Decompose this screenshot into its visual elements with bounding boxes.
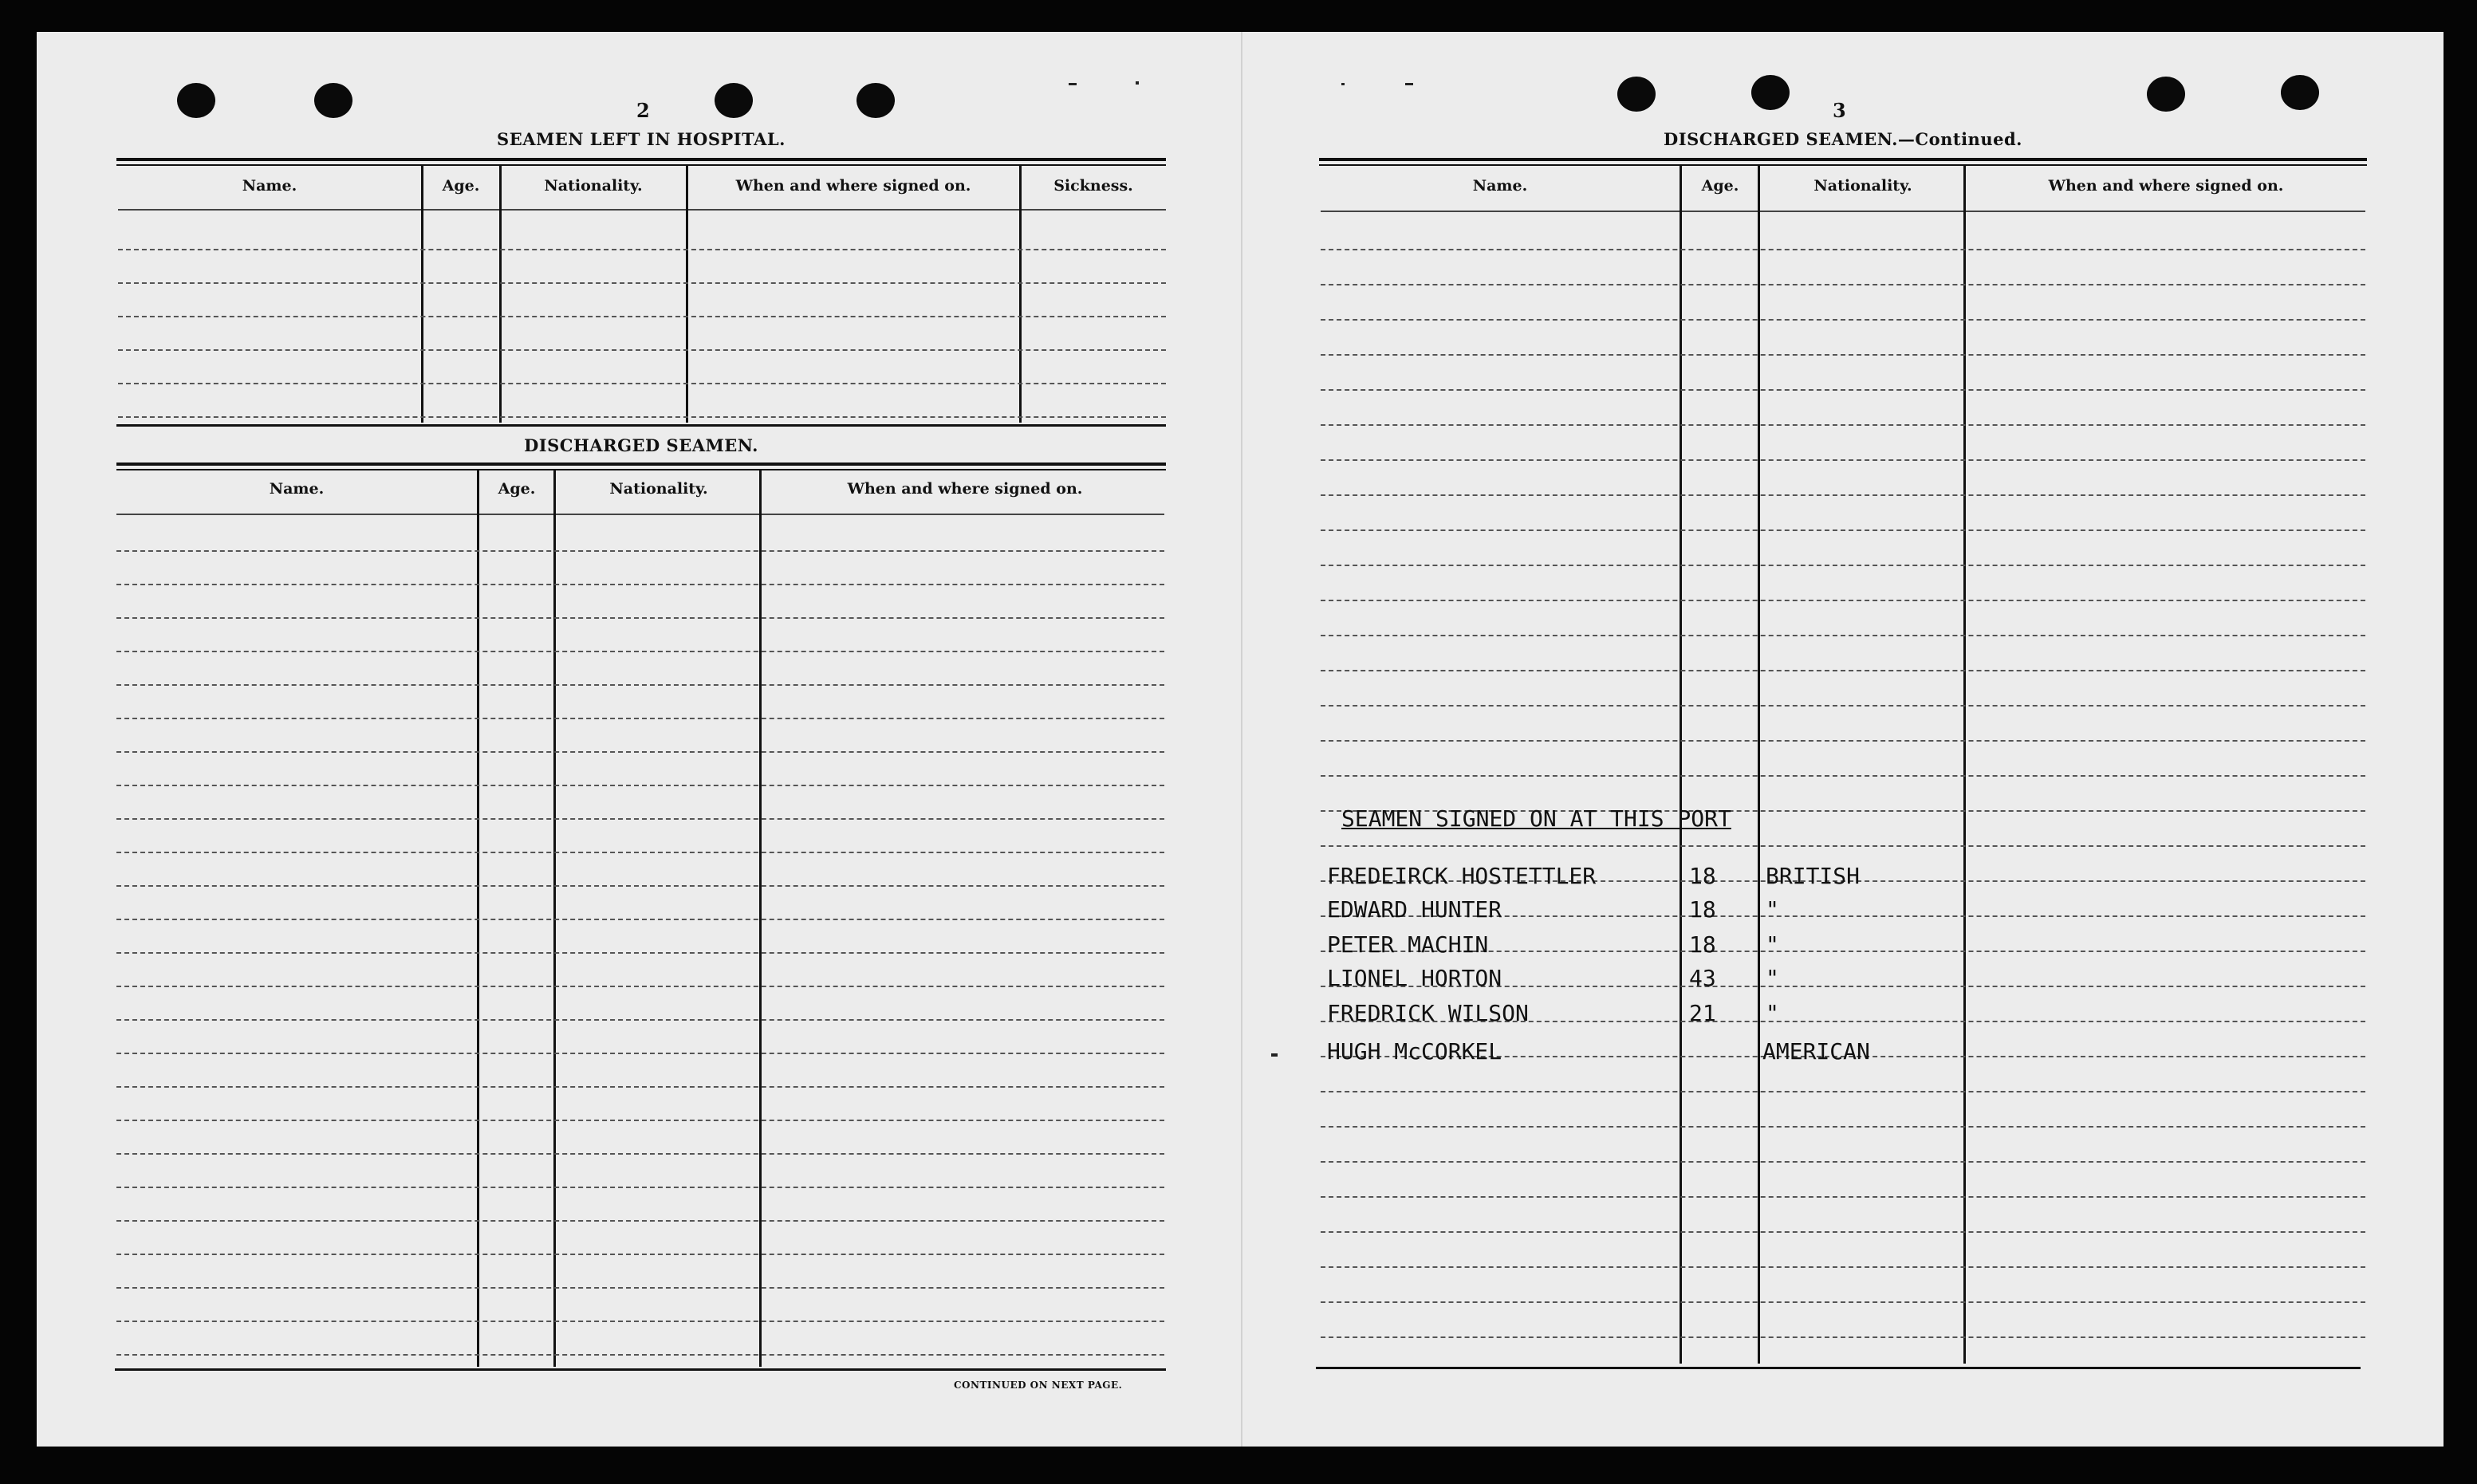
form-row <box>1321 600 2365 601</box>
form-row <box>1321 1301 2365 1303</box>
entry-name: PETER MACHIN <box>1327 931 1489 958</box>
form-row <box>116 617 1164 619</box>
form-row <box>116 1019 1164 1021</box>
form-row <box>116 919 1164 920</box>
entry-name: EDWARD HUNTER <box>1327 896 1502 923</box>
form-row <box>116 651 1164 652</box>
entry-age: 18 <box>1689 896 1716 923</box>
hospital-header-signed-on: When and where signed on. <box>735 177 971 195</box>
form-row <box>1321 1336 2365 1338</box>
discharged-header-nationality: Nationality. <box>1813 177 1912 195</box>
discharged-header-age: Age. <box>1701 177 1739 195</box>
punch-hole <box>2147 77 2185 112</box>
form-row <box>1321 459 2365 461</box>
form-row <box>116 584 1164 585</box>
entry-name: FREDEIRCK HOSTETTLER <box>1327 863 1597 889</box>
speck <box>1271 1053 1278 1057</box>
discharged-header-age: Age. <box>498 480 536 498</box>
form-row <box>118 349 1166 351</box>
speck <box>1405 83 1413 85</box>
hospital-section-title: SEAMEN LEFT IN HOSPITAL. <box>497 129 786 149</box>
punch-hole <box>1617 77 1656 112</box>
form-row <box>118 416 1166 418</box>
header-underline <box>118 209 1166 211</box>
speck <box>1341 83 1345 85</box>
discharged-section-title: DISCHARGED SEAMEN. <box>524 435 758 455</box>
discharged-continued-title: DISCHARGED SEAMEN.—Continued. <box>1664 129 2022 149</box>
title-rule <box>116 158 1166 161</box>
form-row <box>116 1187 1164 1188</box>
form-row <box>116 1354 1164 1356</box>
form-row <box>1321 1231 2365 1233</box>
form-row <box>1321 1126 2365 1128</box>
form-row <box>1321 494 2365 496</box>
form-row <box>116 751 1164 753</box>
form-row <box>1321 635 2365 636</box>
form-row <box>1321 670 2365 671</box>
form-row <box>116 885 1164 887</box>
form-row <box>1321 1196 2365 1198</box>
speck <box>1136 81 1139 85</box>
form-row <box>116 785 1164 786</box>
punch-hole <box>177 83 215 118</box>
entry-nationality: BRITISH <box>1766 863 1861 889</box>
entry-nationality: " <box>1766 896 1779 923</box>
punch-hole <box>715 83 753 118</box>
entry-age: 18 <box>1689 863 1716 889</box>
entry-age: 21 <box>1689 1000 1716 1026</box>
entry-age: 18 <box>1689 931 1716 958</box>
column-divider <box>1758 166 1760 1364</box>
entry-nationality: AMERICAN <box>1762 1038 1870 1065</box>
bottom-rule <box>115 1368 1166 1371</box>
form-row <box>116 718 1164 719</box>
discharged-header-name: Name. <box>1472 177 1528 195</box>
form-row <box>1321 389 2365 391</box>
entry-name: HUGH McCORKEL <box>1327 1038 1502 1065</box>
discharged-header-signed-on: When and where signed on. <box>2048 177 2284 195</box>
form-row <box>1321 740 2365 742</box>
hospital-header-age: Age. <box>442 177 480 195</box>
title-rule-thin <box>116 164 1166 166</box>
form-row <box>116 986 1164 987</box>
form-row <box>1321 284 2365 285</box>
page-fold <box>1241 32 1242 1447</box>
form-row <box>118 249 1166 250</box>
form-row <box>116 852 1164 853</box>
title-rule-thin <box>1319 164 2367 166</box>
discharged-header-nationality: Nationality. <box>609 480 708 498</box>
form-row <box>116 818 1164 820</box>
page-number: 3 <box>1833 99 1846 122</box>
speck <box>1069 83 1077 85</box>
bottom-rule <box>1316 1367 2361 1369</box>
form-row <box>1321 1091 2365 1092</box>
form-row <box>116 1287 1164 1289</box>
page-number: 2 <box>636 99 650 122</box>
form-row <box>1321 775 2365 777</box>
form-row <box>118 383 1166 384</box>
column-divider <box>1680 166 1682 1364</box>
form-row <box>118 316 1166 317</box>
form-row <box>1321 1161 2365 1163</box>
title-rule-thin <box>116 469 1166 470</box>
form-row <box>116 1120 1164 1121</box>
form-row <box>1321 529 2365 531</box>
entry-nationality: " <box>1766 1000 1779 1026</box>
form-row <box>1321 565 2365 566</box>
discharged-header-name: Name. <box>269 480 325 498</box>
form-row <box>116 684 1164 686</box>
form-row <box>118 282 1166 284</box>
section-rule <box>116 424 1166 427</box>
discharged-header-signed-on: When and where signed on. <box>847 480 1083 498</box>
entry-name: FREDRICK WILSON <box>1327 1000 1529 1026</box>
form-row <box>1321 249 2365 250</box>
header-underline <box>1321 211 2365 212</box>
punch-hole <box>314 83 352 118</box>
hospital-header-name: Name. <box>242 177 297 195</box>
form-row <box>116 1086 1164 1088</box>
continued-note: CONTINUED ON NEXT PAGE. <box>954 1380 1123 1391</box>
form-row <box>1321 319 2365 321</box>
entry-nationality: " <box>1766 931 1779 958</box>
typed-heading: SEAMEN SIGNED ON AT THIS PORT <box>1341 805 1731 832</box>
form-row <box>1321 354 2365 356</box>
form-row <box>116 1053 1164 1054</box>
form-row <box>116 550 1164 552</box>
punch-hole <box>1751 75 1790 110</box>
entry-name: LIONEL HORTON <box>1327 965 1502 991</box>
hospital-header-nationality: Nationality. <box>544 177 643 195</box>
column-divider <box>1963 166 1966 1364</box>
form-row <box>116 1254 1164 1255</box>
form-row <box>1321 845 2365 847</box>
form-row <box>116 952 1164 954</box>
header-underline <box>116 514 1164 515</box>
form-row <box>1321 424 2365 426</box>
form-row <box>1321 1266 2365 1268</box>
title-rule <box>1319 158 2367 161</box>
document-paper <box>37 32 2444 1447</box>
hospital-header-sickness: Sickness. <box>1053 177 1133 195</box>
form-row <box>116 1321 1164 1322</box>
entry-age: 43 <box>1689 965 1716 991</box>
form-row <box>116 1220 1164 1222</box>
punch-hole <box>2281 75 2319 110</box>
form-row <box>116 1153 1164 1155</box>
form-row <box>1321 705 2365 707</box>
punch-hole <box>857 83 895 118</box>
title-rule <box>116 463 1166 466</box>
entry-nationality: " <box>1766 965 1779 991</box>
